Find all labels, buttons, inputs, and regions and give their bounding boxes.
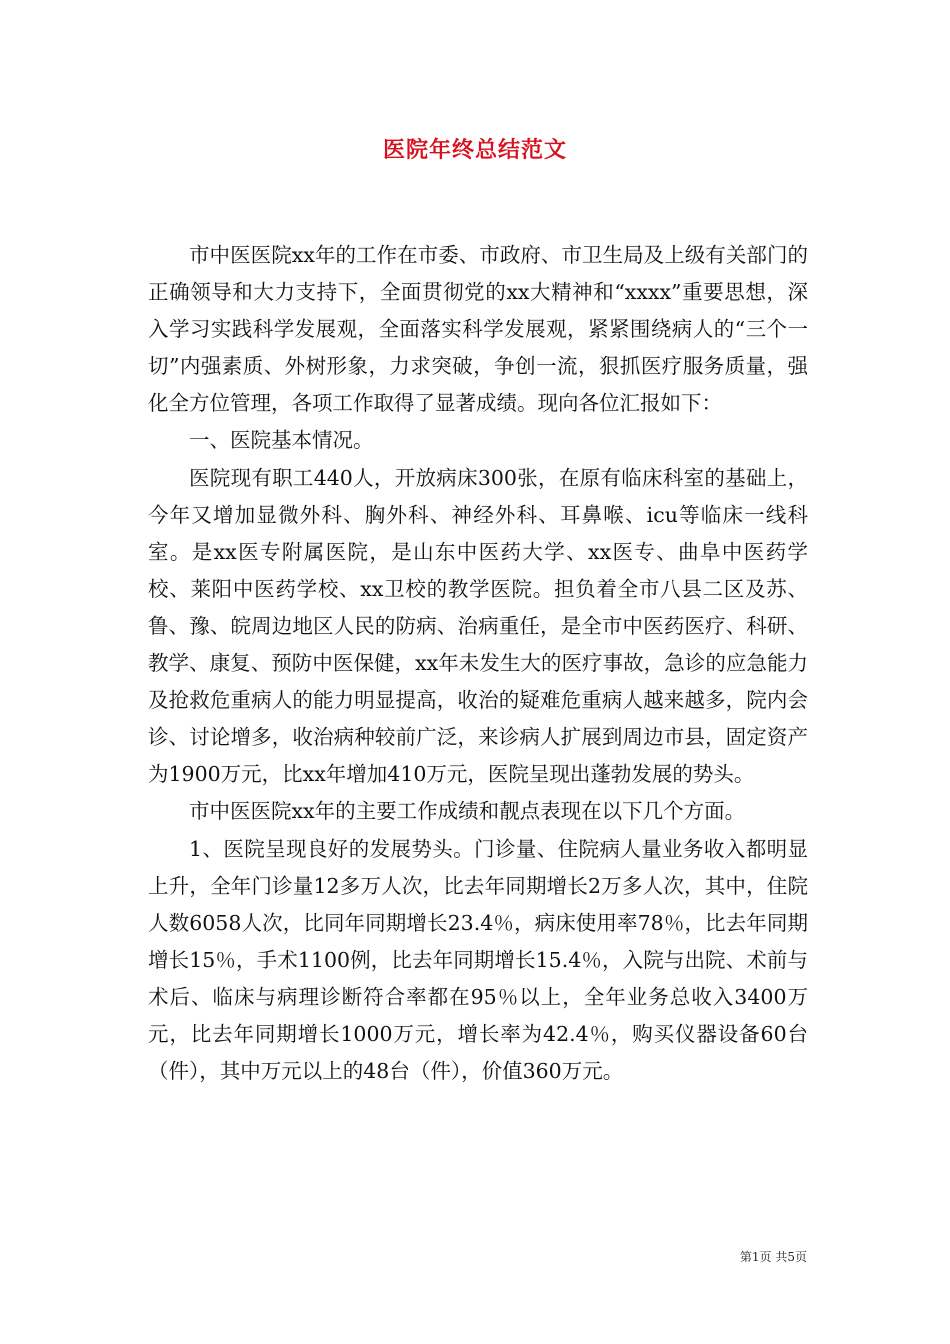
page-number: 第1页 共5页 <box>739 1250 807 1264</box>
section-heading-basic-info: 一、医院基本情况。 <box>189 428 374 453</box>
document-body <box>148 237 808 1090</box>
document-title: 医院年终总结范文 <box>382 137 567 163</box>
paragraph-intro: 市中医医院xx年的工作在市委、市政府、市卫生局及上级有关部门的正确领导和大力支持下，全面贯彻党的xx大精神和“xxxx”重要思想，深入学习实践科学发展观，全面落实科学发展观，紧紧围绕病人的“三个一切”内强素质、外树形象，力求突破，争创一流，狠抓医疗服务质量，强化全方位管理，各项工作取得了显著成绩。现向各位汇报如下： <box>148 243 808 416</box>
paragraph-development-trend: 1、医院呈现良好的发展势头。门诊量、住院病人量业务收入都明显上升，全年门诊量12多万人次，比去年同期增长2万多人次，其中，住院人数6058人次，比同年同期增长23.4％，病床使用率78％，比去年同期增长15％，手术1100例，比去年同期增长15.4％，入院与出院、术前与术后、临床与病理诊断符合率都在95％以上，全年业务总收入3400万元，比去年同期增长1000万元，增长率为42.4％，购买仪器设备60台（件），其中万元以上的48台（件），价值360万元。 <box>148 836 808 1084</box>
paragraph-achievements-intro: 市中医医院xx年的主要工作成绩和靓点表现在以下几个方面。 <box>189 799 746 824</box>
paragraph-basic-info: 医院现有职工440人，开放病床300张，在原有临床科室的基础上，今年又增加显微外科、胸外科、神经外科、耳鼻喉、icu等临床一线科室。是xx医专附属医院，是山东中医药大学、xx医专、曲阜中医药学校、莱阳中医药学校、xx卫校的教学医院。担负着全市八县二区及苏、鲁、豫、皖周边地区人民的防病、治病重任，是全市中医药医疗、科研、教学、康复、预防中医保健，xx年未发生大的医疗事故，急诊的应急能力及抢救危重病人的能力明显提高，收治的疑难危重病人越来越多，院内会诊、讨论增多，收治病种较前广泛，来诊病人扩展到周边市县，固定资产为1900万元，比xx年增加410万元，医院呈现出蓬勃发展的势头。 <box>148 465 808 787</box>
